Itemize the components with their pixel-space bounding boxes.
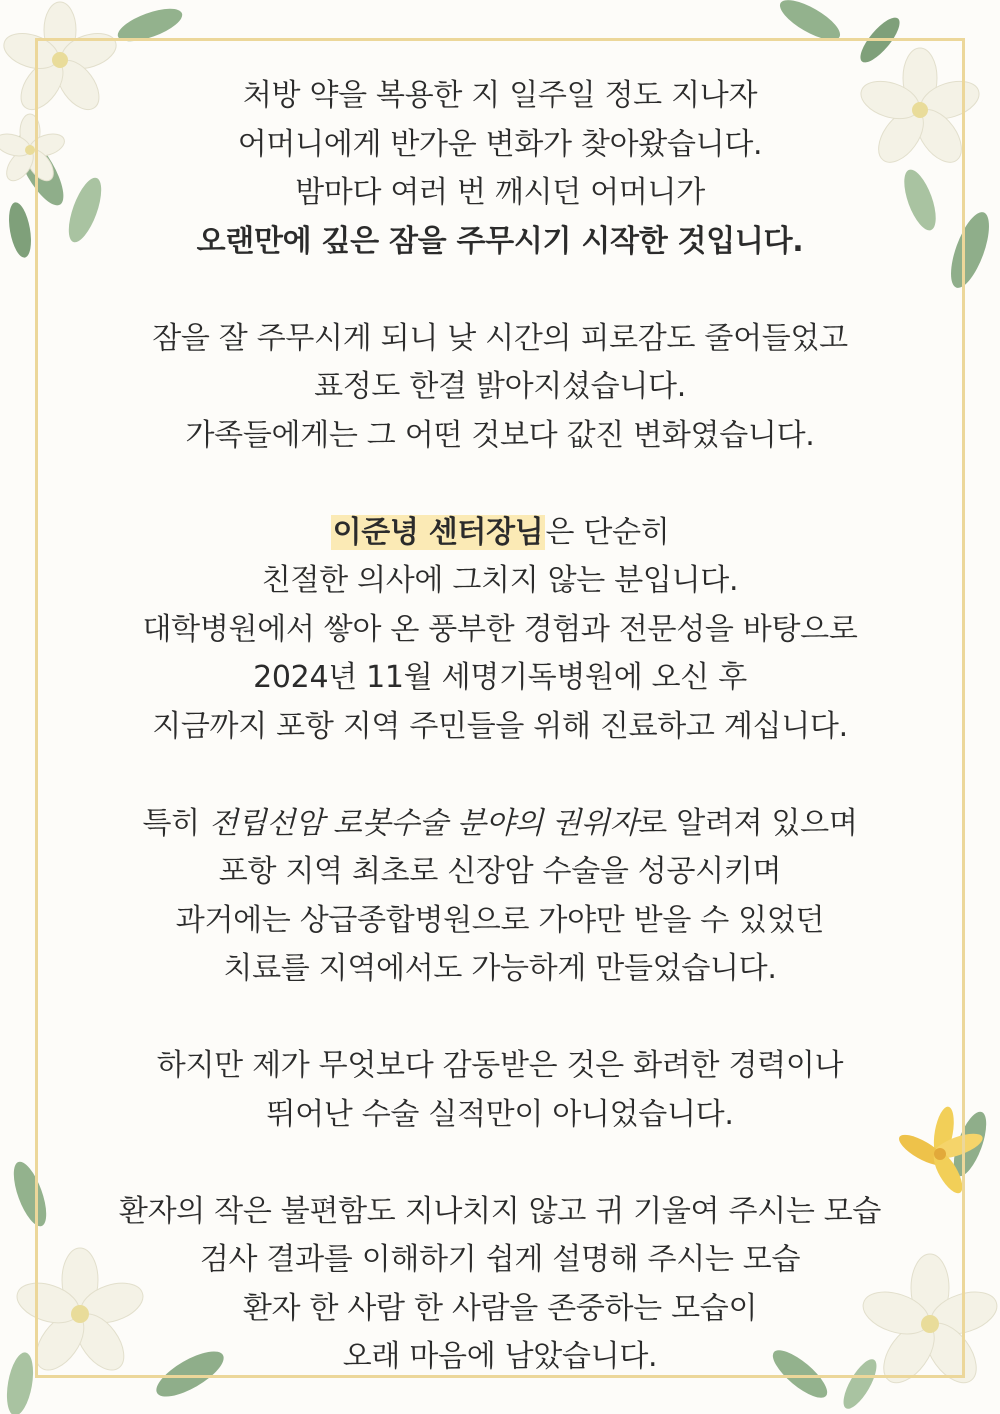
text-fragment: 로 알려져 있으며 — [638, 805, 858, 841]
text-line: 표정도 한결 밝아지셨습니다. — [314, 369, 686, 404]
text-line — [40, 800, 960, 849]
text-line: 검사 결과를 이해하기 쉽게 설명해 주시는 모습 — [199, 1242, 801, 1277]
emphasized-text-line: 오랜만에 깊은 잠을 주무시기 시작한 것입니다. — [196, 223, 804, 259]
text-line: 대학병원에서 쌓아 온 풍부한 경험과 전문성을 바탕으로 — [142, 611, 858, 647]
text-line: 어머니에게 반가운 변화가 찾아왔습니다. — [237, 126, 763, 162]
paragraph-3 — [40, 509, 960, 752]
text-line: 처방 약을 복용한 지 일주일 정도 지나자 — [242, 78, 758, 113]
letter-body — [40, 72, 960, 1382]
text-fragment: 은 단순히 — [545, 514, 670, 550]
text-line: 과거에는 상급종합병원으로 가야만 받을 수 있었던 — [175, 902, 825, 938]
text-fragment: 특히 — [142, 805, 210, 841]
text-line: 가족들에게는 그 어떤 것보다 값진 변화였습니다. — [185, 417, 815, 453]
paragraph-1 — [40, 72, 960, 266]
paragraph-5 — [40, 1042, 960, 1139]
paragraph-4 — [40, 800, 960, 994]
text-line: 잠을 잘 주무시게 되니 낮 시간의 피로감도 줄어들었고 — [152, 320, 848, 356]
text-line: 환자 한 사람 한 사람을 존중하는 모습이 — [242, 1290, 758, 1326]
italic-specialty-text: 전립선암 로봇수술 분야의 권위자 — [209, 805, 639, 841]
highlighted-doctor-name: 이준녕 센터장님 — [332, 514, 544, 550]
text-line: 밤마다 여러 번 깨시던 어머니가 — [295, 175, 705, 210]
text-line — [40, 509, 960, 558]
text-line: 친절한 의사에 그치지 않는 분입니다. — [261, 563, 739, 598]
text-line: 오래 마음에 남았습니다. — [342, 1339, 658, 1374]
text-line: 치료를 지역에서도 가능하게 만들었습니다. — [223, 951, 777, 986]
text-line: 뛰어난 수술 실적만이 아니었습니다. — [266, 1096, 734, 1132]
text-line: 2024년 11월 세명기독병원에 오신 후 — [253, 660, 747, 695]
paragraph-6 — [40, 1188, 960, 1382]
text-line: 환자의 작은 불편함도 지나치지 않고 귀 기울여 주시는 모습 — [118, 1193, 882, 1229]
text-line: 하지만 제가 무엇보다 감동받은 것은 화려한 경력이나 — [156, 1048, 844, 1083]
text-line: 포항 지역 최초로 신장암 수술을 성공시키며 — [218, 854, 782, 889]
text-line: 지금까지 포항 지역 주민들을 위해 진료하고 계십니다. — [152, 708, 848, 744]
paragraph-2 — [40, 315, 960, 461]
